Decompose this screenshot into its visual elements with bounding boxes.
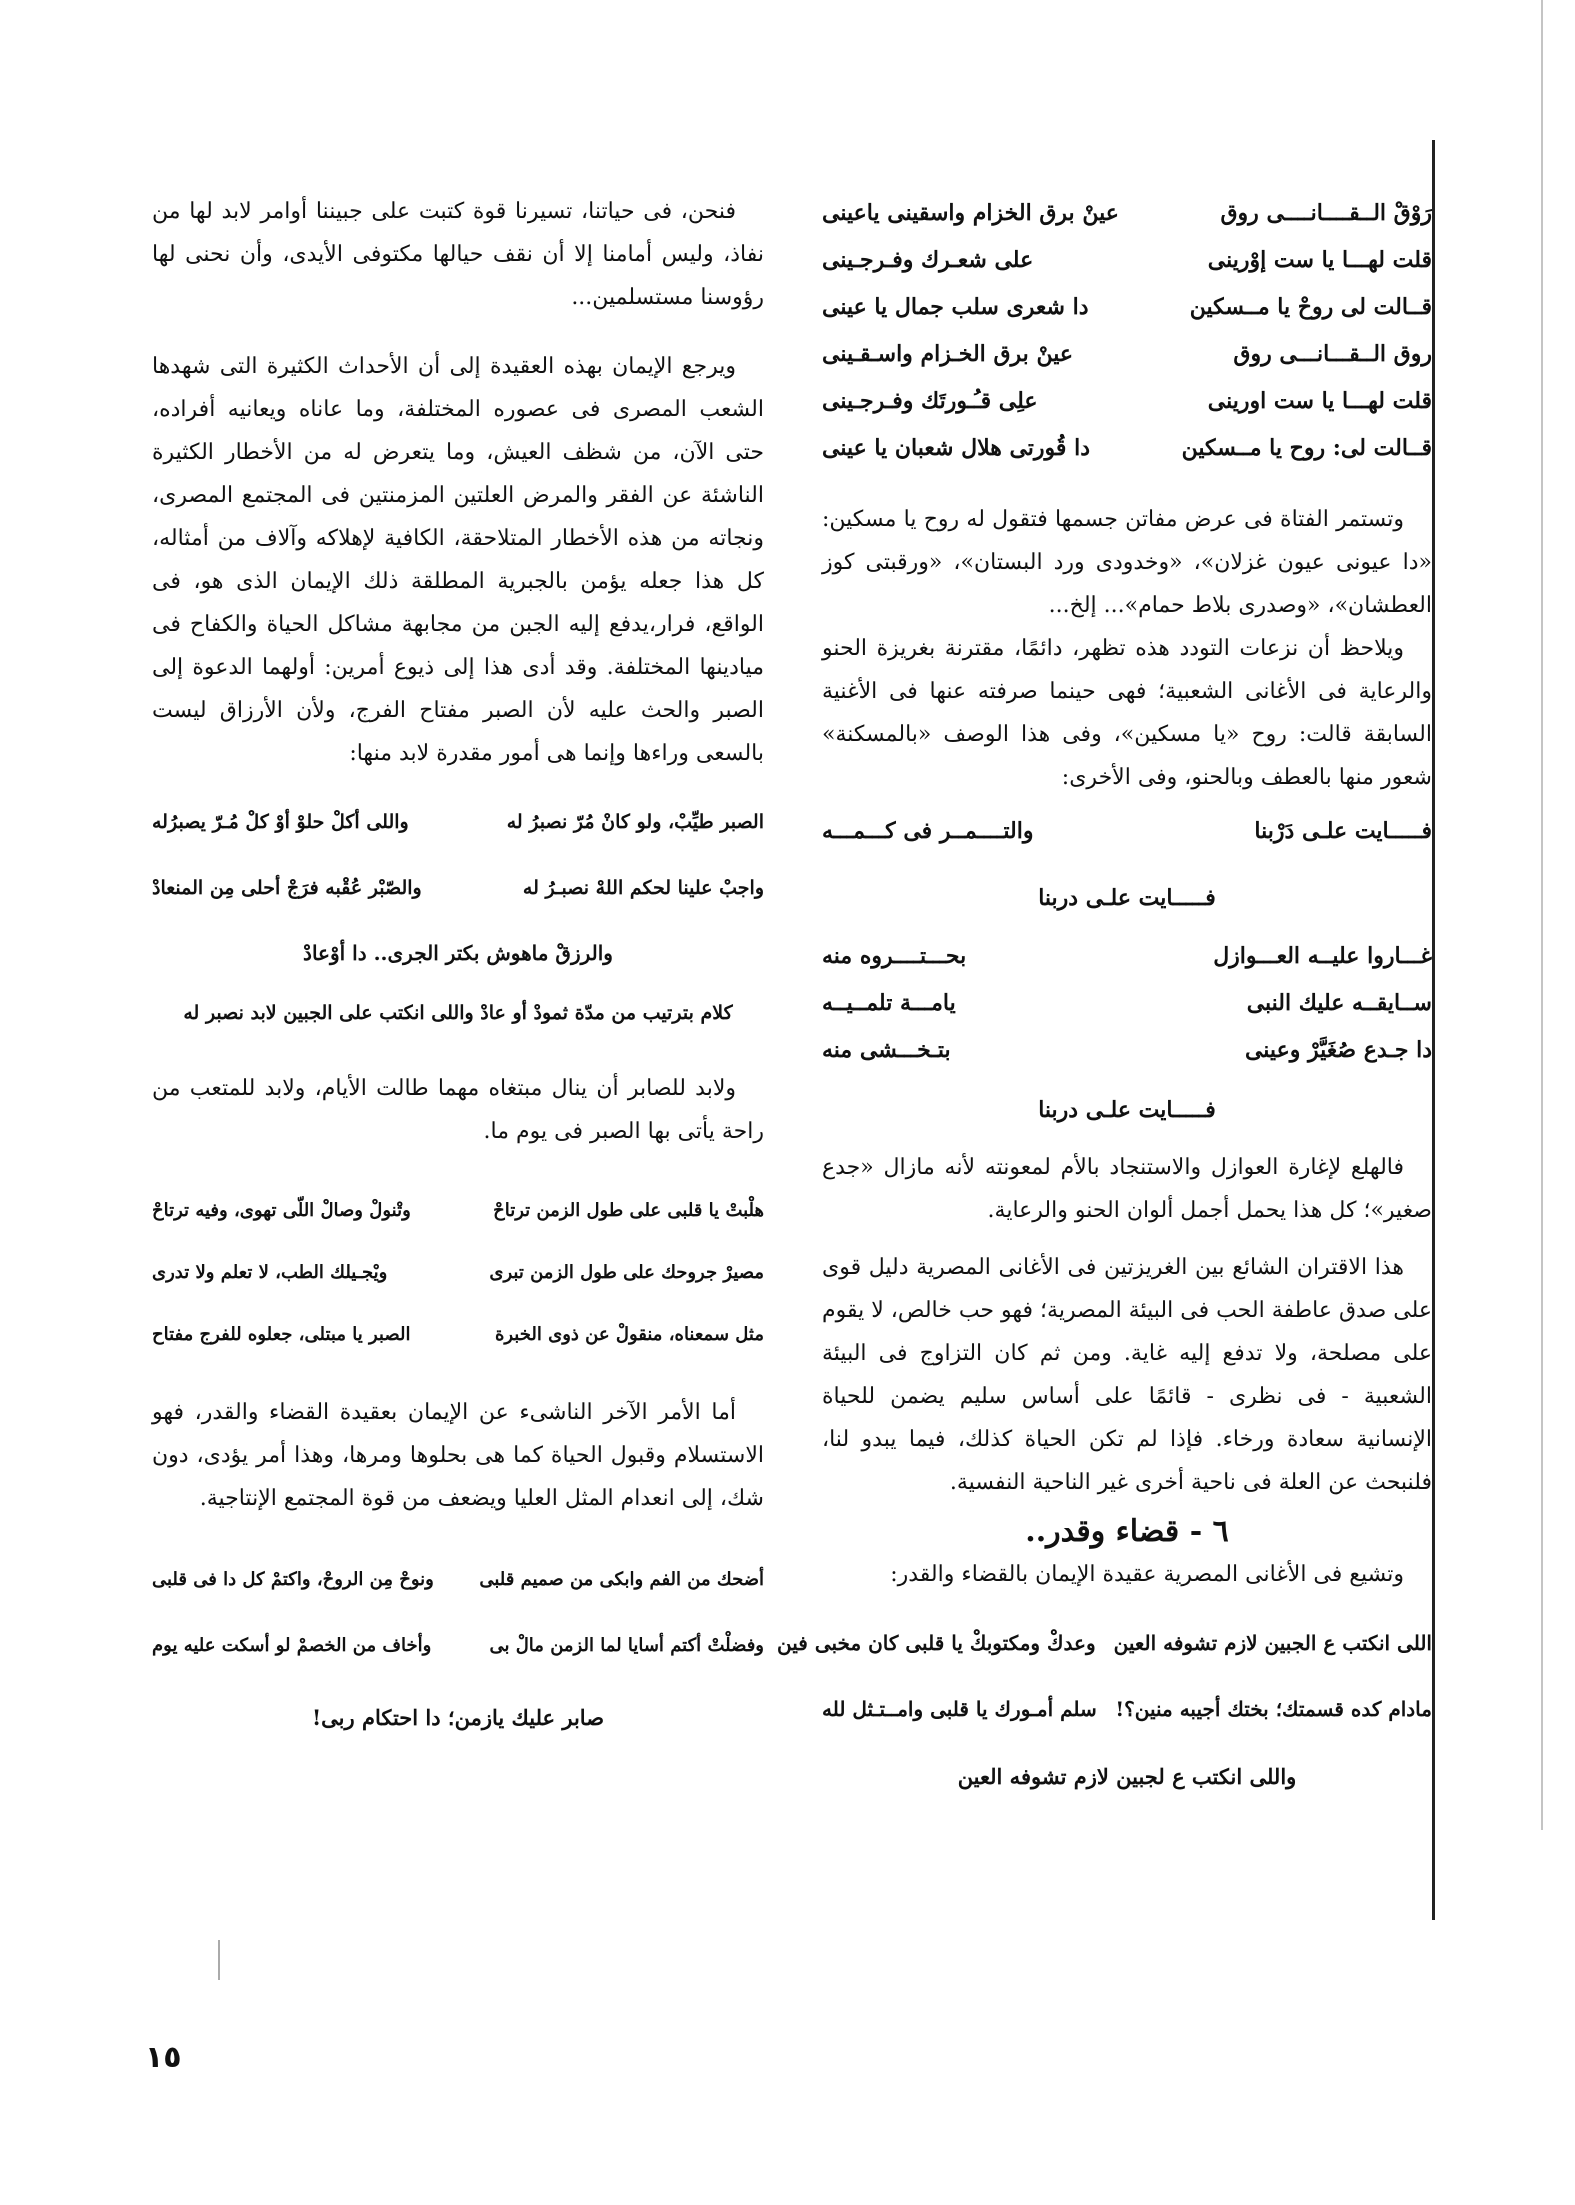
verse-line-center: والرزقْ ماهوش بكتر الجرى.. دا أوْعادْ: [303, 941, 613, 965]
left-column: [152, 190, 764, 1758]
poem-line: روق الــقـــانـــى روق عينْ برق الخـزام واسـقـينى: [822, 341, 1432, 367]
poem-line: قلت لهـــا يا ست إوْرينى على شعـرك وفـرجـينى: [822, 247, 1432, 273]
poem-line: رَوْقْ الــقــــانــــى روق عينْ برق الخزام واسقينى ياعينى: [822, 200, 1432, 226]
verse-line-center: واللى انكتب ع لجبين لازم تشوفه العين: [957, 1764, 1297, 1789]
scan-mark: [218, 1940, 220, 1980]
verse-line: كلام بترتيب من مدّة ثمودْ أو عادْ واللى انكتب على الجبين لابد نصبر له: [183, 1002, 733, 1024]
poem-rooq: [822, 190, 1432, 472]
verse-line: الصبر طيِّبْ، ولو كانْ مُرّ نصبرُ له واللى أكلْ حلوْ أوْ كلْ مُـرّ يصبرُله: [152, 810, 764, 833]
paragraph: فالهلع لإغارة العوازل والاستنجاد بالأم لمعونته لأنه مازال «جدع صغير»؛ كل هذا يحمل أجمل ألوان الحنو والرعاية.: [822, 1155, 1432, 1223]
right-column: [777, 190, 1432, 1812]
verse-line: وفضلْتْ أكتم أسايا لما الزمن مالْ بى وأخاف من الخصمْ لو أسكت عليه يوم: [152, 1634, 764, 1656]
paragraph: وتستمر الفتاة فى عرض مفاتن جسمها فتقول له روح يا مسكين: «دا عيونى عيون غزلان»، «وخدودى ورد البستان»، «ورقبتى كوز العطشان»، «وصدرى بلاط حمام»... إلخ...: [822, 507, 1432, 618]
poem-line: قــالت لى روحْ يا مــسكين دا شعرى سلب جمال يا عينى: [822, 294, 1432, 320]
poem-line: قــالت لى: روح يا مــسكين دا قُورتى هلال شعبان يا عينى: [822, 435, 1432, 461]
paragraph: ويرجع الإيمان بهذه العقيدة إلى أن الأحداث الكثيرة التى شهدها الشعب المصرى فى عصوره المختلفة، وما عاناه ويعانيه أفراده، حتى الآن، من شظف العيش، وما يتعرض له من الأخطار الكثيرة الناشئة عن الفقر والمرض العلتين المزمنتين فى المجتمع المصرى، ونجاته من هذه الأخطار المتلاحقة، الكافية لإهلاكه وآلاف من أمثاله، كل هذا جعله يؤمن بالجبرية المطلقة ذلك الإيمان الذى هو، فى الواقع، فرار،يدفع إليه الجبن من مجابهة مشاكل الحياة والكفاح فى ميادينها المختلفة. وقد أدى هذا إلى ذيوع أمرين: أولهما الدعوة إلى الصبر والحث عليه لأن الصبر مفتاح الفرج، ولأن الأرزاق ليست بالسعى وراءها وإنما هى أمور مقدرة لابد منها:: [152, 354, 765, 766]
verse-line: هلْبتْ يا قلبى على طول الزمن ترتاحْ وتْنولْ وصالْ اللّى تهوى، وفيه ترتاحْ: [152, 1199, 764, 1221]
poem-line: دا جـدع صُغَيَّرْ وعينى بتـخـــشى منه: [822, 1037, 1432, 1063]
verse-line-center: صابر عليك يازمن؛ دا احتكام ربى!: [311, 1705, 605, 1730]
poem-line: غـــاروا عليــه العـــوازل بحـــتــــروه منه: [822, 943, 1432, 969]
verse-line: مادام كده قسمتك؛ بختك أجيبه منين؟! سلم أمـورك يا قلبى وامــتـثل لله: [822, 1696, 1432, 1721]
paragraph: ويلاحظ أن نزعات التودد هذه تظهر، دائمًا، مقترنة بغريزة الحنو والرعاية فى الأغانى الشعبية؛ فهى حينما صرفته عنها فى الأغنية السابقة قالت: روح «يا مسكين»، وفى هذا الوصف «بالمسكنة» شعور منها بالعطف وبالحنو، وفى الأخرى:: [822, 636, 1432, 790]
verse-line: مصيرْ جروحك على طول الزمن تبرى ويْجـيلك الطب، لا تعلم ولا تدرى: [152, 1261, 764, 1283]
paragraph: هذا الاقتران الشائع بين الغريزتين فى الأغانى المصرية دليل قوى على صدق عاطفة الحب فى البيئة المصرية؛ فهو حب خالص، لا يقوم على مصلحة، ولا تدفع إليه غاية. ومن ثم كان التزاوج فى البيئة الشعبية - فى نظرى - قائمًا على أساس سليم يضمن للحياة الإنسانية سعادة ورخاء. فإذا لم تكن الحياة كذلك، فيما يبدو لنا، فلنبحث عن العلة فى ناحية أخرى غير الناحية النفسية.: [822, 1255, 1432, 1495]
paragraph: ولابد للصابر أن ينال مبتغاه مهما طالت الأيام، ولابد للمتعب من راحة يأتى بها الصبر فى يوم ما.: [152, 1076, 764, 1144]
poem-line: فـــــايت علـى دَرْبنا والتــــمــر فى كـــمـــه: [822, 817, 1432, 844]
poem-refrain: فـــــايت علـى دربنا: [1038, 1097, 1216, 1123]
paragraph: فنحن، فى حياتنا، تسيرنا قوة كتبت على جبيننا أوامر لابد لها من نفاذ، وليس أمامنا إلا أن نقف حيالها مكتوفى الأيدى، وأن نحنى لها رؤوسنا مستسلمين...: [152, 199, 764, 310]
verse-line: مثل سمعناه، منقولْ عن ذوى الخبرة الصبر يا مبتلى، جعلوه للفرج مفتاح: [152, 1323, 764, 1345]
paragraph: أما الأمر الآخر الناشىء عن الإيمان بعقيدة القضاء والقدر، فهو الاستسلام وقبول الحياة كما هى بحلوها ومرها، وهذا أمر يؤدى، دون شك، إلى انعدام المثل العليا ويضعف من قوة المجتمع الإنتاجية.: [152, 1400, 764, 1511]
column-rule: [1432, 140, 1435, 1920]
page-number: ١٥: [145, 2040, 182, 2075]
poem-refrain: فـــــايت علـى دربنا: [1038, 885, 1216, 911]
verse-line: اللى انكتب ع الجبين لازم تشوفه العين وعدكْ ومكتوبكْ يا قلبى كان مخبى فين: [777, 1630, 1432, 1655]
poem-line: ســايقــه عليك النبى يامـــة تلمــيــه: [822, 990, 1432, 1016]
section-heading: ٦ - قضاء وقدر..: [1025, 1514, 1229, 1549]
scan-edge: [1541, 0, 1543, 1830]
paragraph: وتشيع فى الأغانى المصرية عقيدة الإيمان بالقضاء والقدر:: [890, 1562, 1404, 1587]
verse-line: أضحك من الفم وابكى من صميم قلبى ونوحْ مِن الروحْ، واكتمْ كل دا فى قلبى: [152, 1568, 764, 1590]
poem-line: قلت لهـــا يا ست اورينى علِى قـُـورتَك وفـرجـينى: [822, 388, 1432, 414]
verse-line: واجبْ علينا لحكم اللهْ نصبـرُ له والصّبْر عُقْبه فرَجْ أحلى مِن المنعادْ: [152, 876, 764, 899]
